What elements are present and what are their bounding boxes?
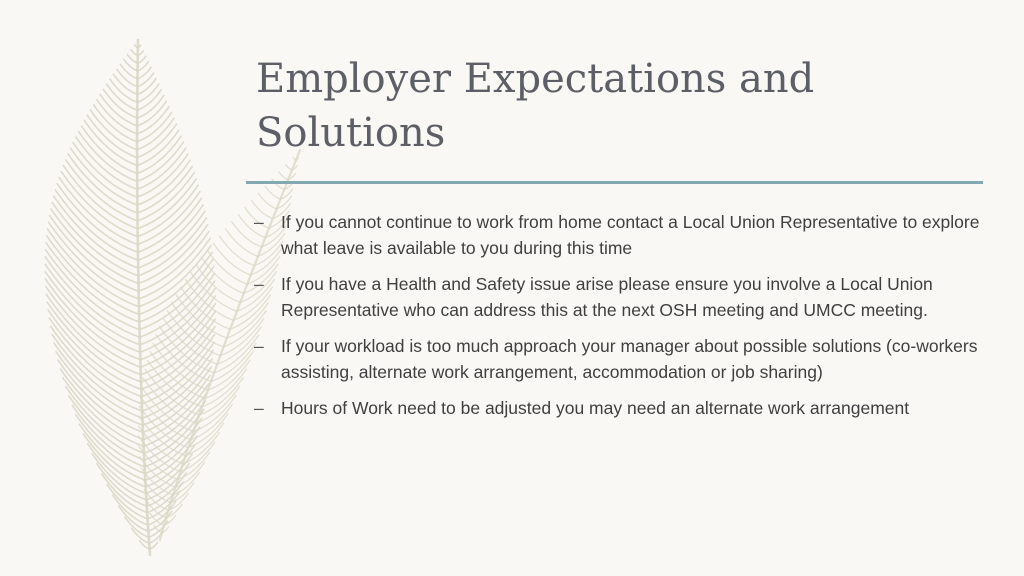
bullet-text: If your workload is too much approach your manager about possible solutions (co-workers assisting, alternate work arrangement, accommodation or job sharing) [281, 336, 978, 382]
bullet-item-3 [254, 333, 984, 385]
bullet-marker: – [254, 212, 264, 232]
bullet-text: Hours of Work need to be adjusted you may need an alternate work arrangement [281, 398, 910, 418]
slide-title: Employer Expectations and Solutions [256, 56, 815, 156]
bullet-text: If you cannot continue to work from home contact a Local Union Representative to explore what leave is available to you during this time [281, 212, 980, 258]
bullet-text: If you have a Health and Safety issue arise please ensure you involve a Local Union Representative who can address this at the next OSH meeting and UMCC meeting. [281, 274, 933, 320]
bullet-item-1 [254, 209, 984, 261]
title-divider [246, 181, 983, 184]
bullet-item-4 [254, 395, 984, 421]
bullet-list [254, 209, 984, 431]
bullet-marker: – [254, 398, 264, 418]
bullet-marker: – [254, 274, 264, 294]
bullet-item-2 [254, 271, 984, 323]
bullet-marker: – [254, 336, 264, 356]
